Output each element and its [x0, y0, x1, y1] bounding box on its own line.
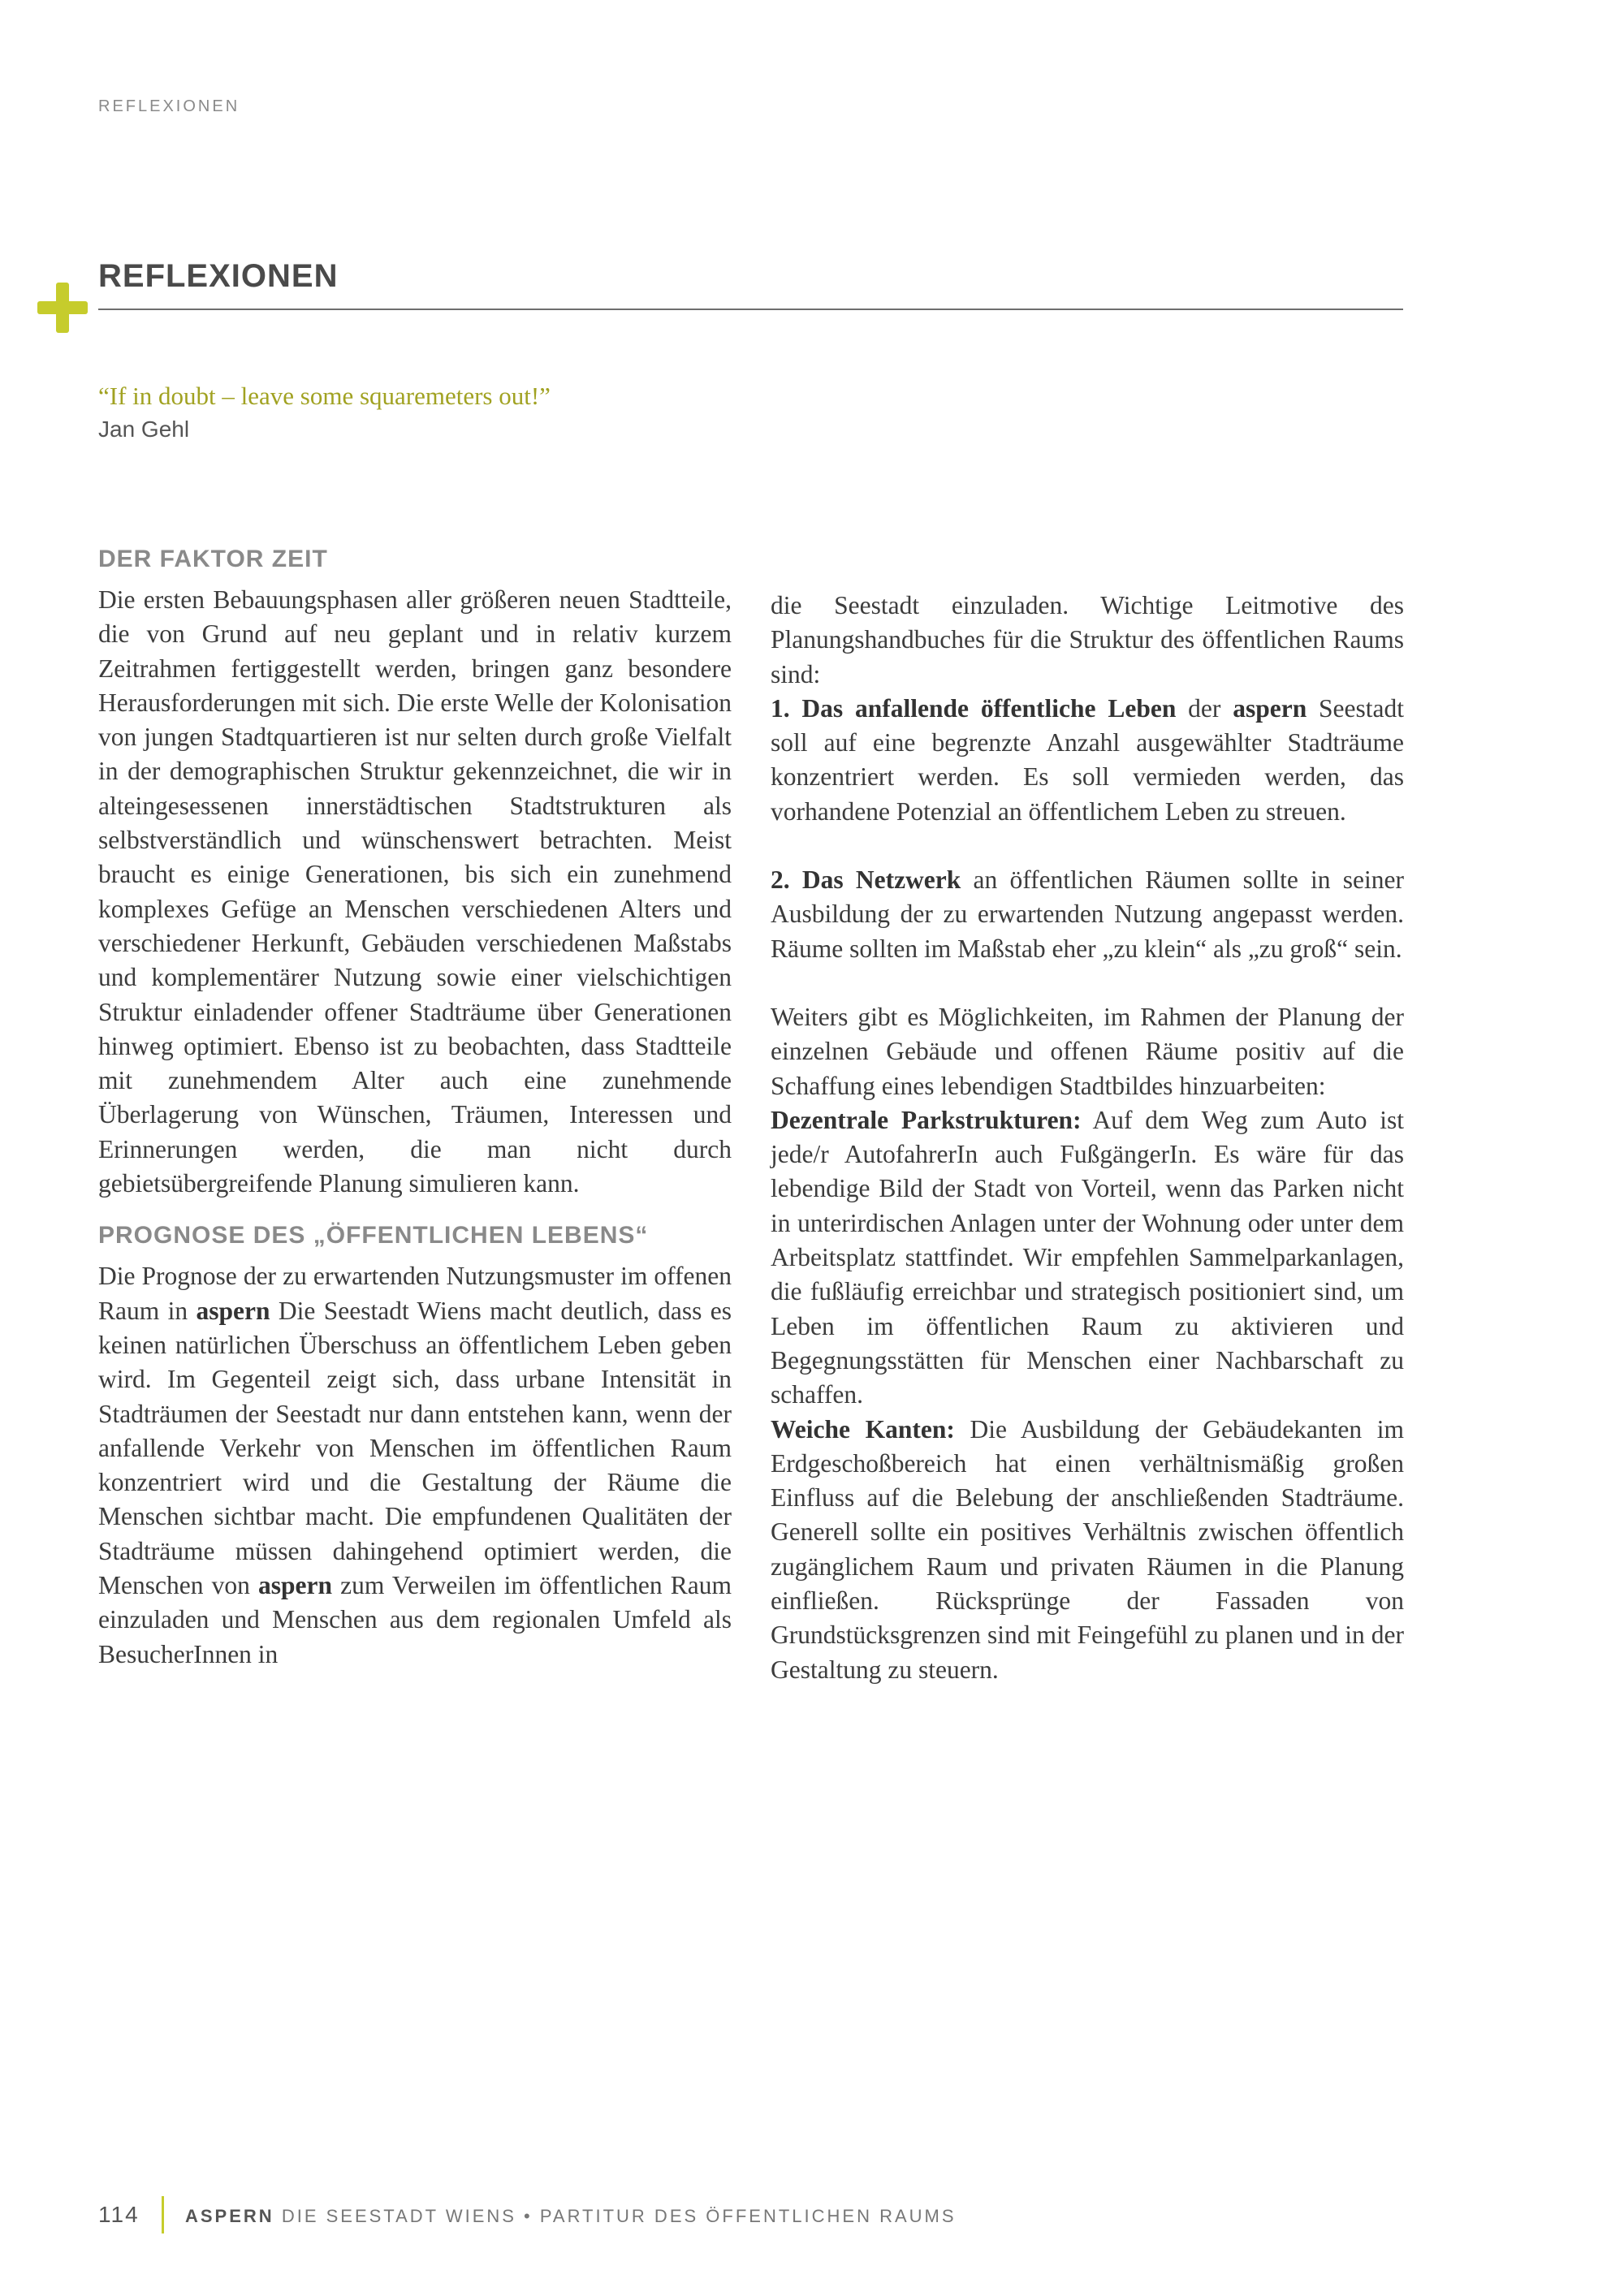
heading-faktor-zeit: DER FAKTOR ZEIT [98, 546, 328, 572]
brand-aspern: aspern [1233, 693, 1307, 723]
footer-brand: ASPERN [185, 2206, 274, 2226]
item1-title: 1. Das anfallende öffentliche Leben [771, 693, 1177, 723]
section-title: REFLEXIONEN [98, 258, 339, 294]
running-head: REFLEXIONEN [98, 97, 240, 115]
paragraph-netzwerk: 2. Das Netzwerk an öffentlichen Räumen sollte in seiner Ausbildung der zu erwartenden Nutzung angepasst werden. Räume sollten im Maßstab eher „zu klein“ als „zu groß“ sein. [771, 865, 1405, 963]
brand-aspern: aspern [257, 1571, 332, 1600]
paragraph-prognose: Die Prognose der zu erwartenden Nutzungsmuster im offenen Raum in aspern Die Seestadt Wiens macht deutlich, dass es keinen natürlichen Überschuss an öffentlichem Leben geben wird. Im Gegenteil zeigt sich, dass urbane Intensität in Stadträumen der Seestadt nur dann entstehen kann, wenn der anfallende Verkehr von Menschen im öffentlichen Raum konzentriert wird und die Gestaltung der Räume die Menschen sichtbar macht. Die empfundenen Qualitäten der Stadträume müssen dahingehend optimiert werden, die Menschen von aspern zum Verweilen im öffentlichen Raum einzuladen und Menschen aus dem regionalen Umfeld als BesucherInnen in [98, 1262, 732, 1668]
item2-title: 2. Das Netzwerk [771, 865, 961, 895]
plus-icon [37, 283, 88, 333]
heading-prognose: PROGNOSE DES „ÖFFENTLICHEN LEBENS“ [98, 1222, 649, 1249]
epigraph-quote: “If in doubt – leave some squaremeters out!” [98, 382, 551, 410]
epigraph-author: Jan Gehl [98, 416, 190, 442]
footer-title: ASPERN DIE SEESTADT WIENS • PARTITUR DES ÖFFENTLICHEN RAUMS [185, 2206, 957, 2226]
paragraph-leitmotive: die Seestadt einzuladen. Wichtige Leitmotive des Planungshandbuches für die Struktur des öffentlichen Raums sind: 1. Das anfallende öffentliche Leben der aspern Seestadt soll auf eine begrenzte Anzahl ausgewählter Stadträume konzentriert werden. Es soll vermieden werden, das vorhandene Potenzial an öffentlichem Leben zu streuen. [771, 591, 1405, 826]
paragraph-moeglichkeiten: Weiters gibt es Möglichkeiten, im Rahmen der Planung der einzelnen Gebäude und offenen Räume positiv auf die Schaffung eines lebendigen Stadtbildes hinzuarbeiten: Dezentrale Parkstrukturen: Auf dem Weg zum Auto ist jede/r AutofahrerIn auch FußgängerIn. Es wäre für das lebendige Bild der Stadt von Vorteil, wenn das Parken nicht in unterirdischen Anlagen unter der Wohnung oder unter dem Arbeitsplatz stattfindet. Wir empfehlen Sammelparkanlagen, die fußläufig erreichbar und strategisch positioniert sind, um Leben im öffentlichen Raum zu aktivieren und Begegnungsstätten für Menschen einer Nachbarschaft zu schaffen. Weiche Kanten: Die Ausbildung der Gebäudekanten im Erdgeschoßbereich hat einen verhältnismäßig großen Einfluss auf die Belebung der anschließenden Stadträume. Generell sollte ein positives Verhältnis zwischen öffentlich zugänglichem Raum und privaten Räumen in die Planung einfließen. Rücksprünge der Fassaden von Grundstücksgrenzen sind mit Feingefühl zu planen und in der Gestaltung zu steuern. [771, 1002, 1405, 1684]
footer-divider [162, 2196, 164, 2233]
term-weiche-kanten: Weiche Kanten: [771, 1414, 955, 1444]
brand-aspern: aspern [196, 1296, 270, 1325]
term-parkstrukturen: Dezentrale Parkstrukturen: [771, 1105, 1082, 1134]
title-divider [98, 309, 1403, 310]
paragraph-faktor-zeit: Die ersten Bebauungsphasen aller größeren neuen Stadtteile, die von Grund auf neu geplant und in relativ kurzem Zeitrahmen fertiggestellt werden, bringen ganz besondere Herausforderungen mit sich. Die erste Welle der Kolonisation von jungen Stadtquartieren ist nur selten durch große Vielfalt in der demographischen Struktur gekennzeichnet, die wir in alteingesessenen innerstädtischen Stadtstrukturen als selbstverständlich und wünschenswert betrachten. Meist braucht es einige Generationen, bis sich ein zunehmend komplexes Gefüge an Menschen verschiedenen Alters und verschiedener Herkunft, Gebäuden verschiedenen Maßstabs und komplementärer Nutzung sowie einer vielschichtigen Struktur einladender offener Stadträume über Generationen hinweg optimiert. Ebenso ist zu beobachten, dass Stadtteile mit zunehmendem Alter auch eine zunehmende Überlagerung von Wünschen, Träumen, Interessen und Erinnerungen werden, die man nicht durch gebietsübergreifende Planung simulieren kann. [98, 585, 732, 1198]
right-column [771, 589, 1404, 1687]
page-number: 114 [98, 2202, 140, 2227]
left-column [98, 542, 732, 1672]
